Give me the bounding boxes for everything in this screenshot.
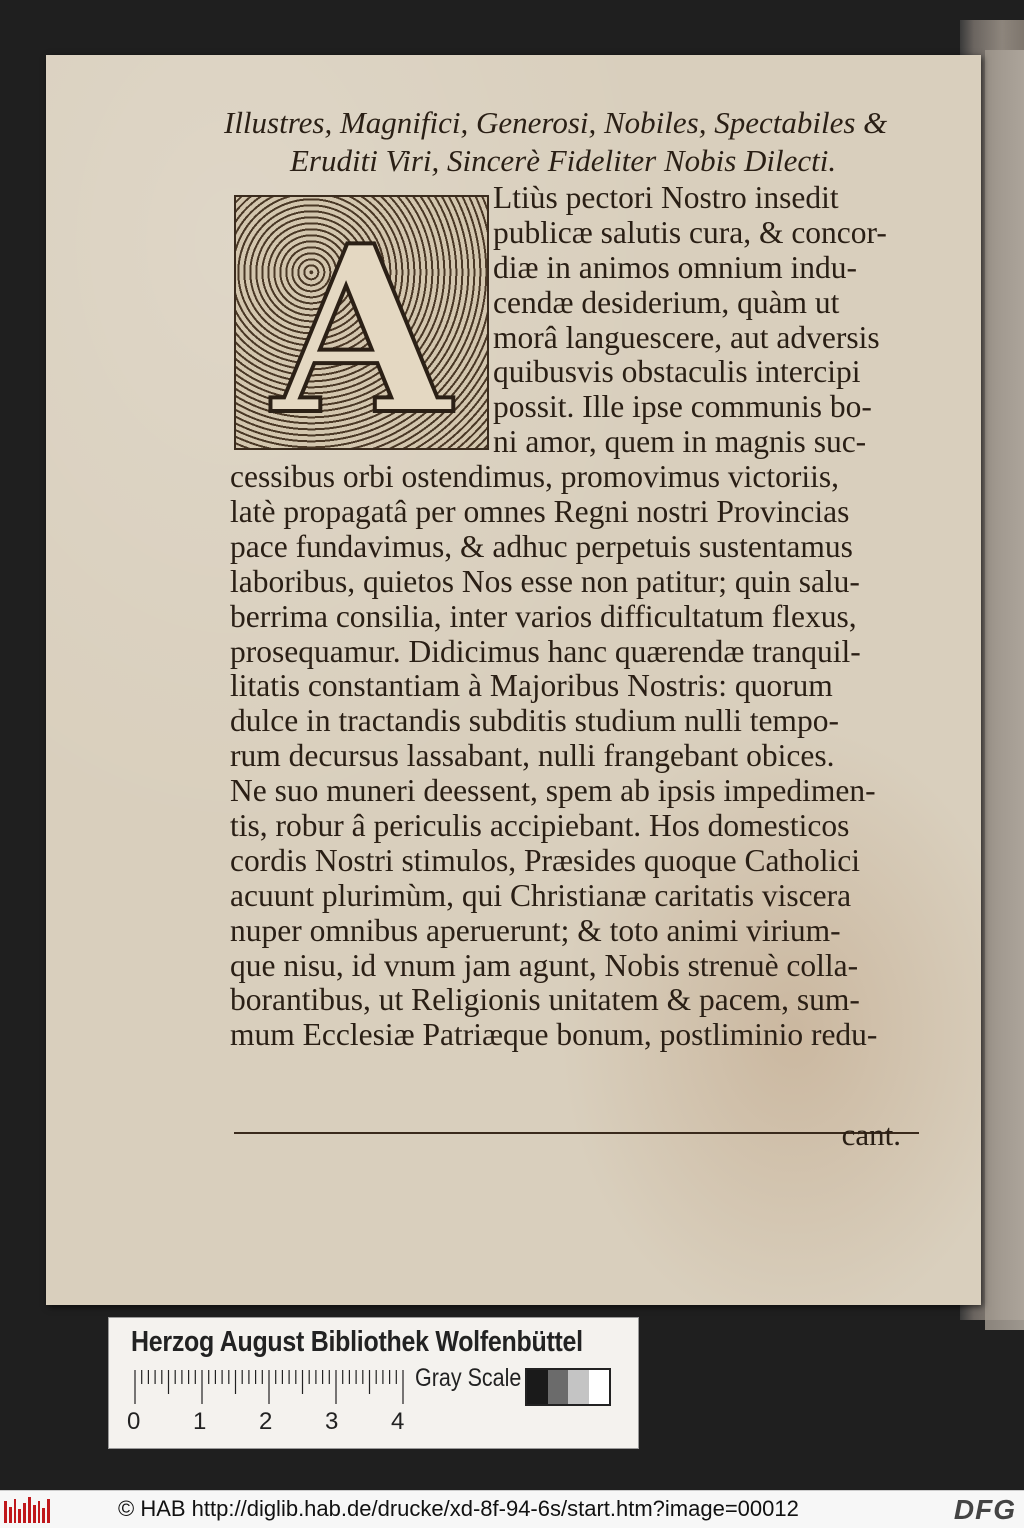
text-line: laboribus, quietos Nos esse non patitur; quin salu- — [230, 563, 860, 599]
footer-bar — [0, 1490, 1024, 1528]
text-line: borantibus, ut Religionis unitatem & pacem, sum- — [230, 982, 860, 1018]
gray-swatch — [589, 1370, 610, 1404]
ruler-number: 0 — [127, 1408, 141, 1435]
gray-swatch — [548, 1370, 569, 1404]
gray-scale-label: Gray Scale — [415, 1364, 522, 1392]
logo-bar — [42, 1508, 45, 1523]
text-line: tis, robur â periculis accipiebant. Hos domesticos — [230, 808, 850, 844]
logo-bar — [38, 1501, 41, 1523]
adjacent-page-strip — [985, 50, 1024, 1330]
initial-letter: A — [272, 195, 451, 466]
logo-bar — [4, 1501, 7, 1523]
text-line: quibusvis obstaculis intercipi — [493, 354, 861, 390]
logo-bar — [23, 1503, 26, 1523]
text-line: que nisu, id vnum jam agunt, Nobis strenuè colla- — [230, 947, 859, 983]
gray-swatch — [527, 1370, 548, 1404]
text-line: Ltiùs pectori Nostro insedit — [493, 180, 839, 215]
text-line: publicæ salutis cura, & concor- — [493, 214, 887, 250]
ruler-numbers — [127, 1408, 427, 1438]
text-line: berrima consilia, inter varios difficultatum flexus, — [230, 598, 857, 634]
header-line-1: Illustres, Magnifici, Generosi, Nobiles, Spectabiles & — [224, 105, 888, 140]
logo-bar — [47, 1499, 50, 1523]
ruler-number: 4 — [391, 1408, 405, 1435]
library-title: Herzog August Bibliothek Wolfenbüttel — [131, 1326, 583, 1358]
text-line: cessibus orbi ostendimus, promovimus victoriis, — [230, 459, 839, 495]
gray-swatch — [568, 1370, 589, 1404]
text-line: morâ languescere, aut adversis — [493, 319, 880, 355]
text-line: nuper omnibus aperuerunt; & toto animi virium- — [230, 912, 841, 948]
hab-logo-icon — [4, 1497, 50, 1523]
ruler-number: 2 — [259, 1408, 273, 1435]
header-line-2: Eruditi Viri, Sincerè Fideliter Nobis Dilecti. — [290, 143, 837, 178]
text-line: mum Ecclesiæ Patriæque bonum, postliminio redu- — [230, 1017, 878, 1053]
text-line: acuunt plurimùm, qui Christianæ caritatis viscera — [230, 877, 852, 913]
text-line: Ne suo muneri deessent, spem ab ipsis impedimen- — [230, 773, 876, 809]
text-line: rum decursus lassabant, nulli frangebant obices. — [230, 738, 835, 774]
footer-copyright-link[interactable]: © HAB http://diglib.hab.de/drucke/xd-8f-94-6s/start.htm?image=00012 — [118, 1496, 799, 1521]
text-line: latè propagatâ per omnes Regni nostri Provincias — [230, 494, 850, 530]
ruler-number: 3 — [325, 1408, 339, 1435]
logo-bar — [14, 1499, 17, 1523]
text-line: possit. Ille ipse communis bo- — [493, 389, 872, 425]
logo-bar — [33, 1505, 36, 1523]
gray-scale-swatches — [525, 1368, 611, 1406]
logo-bar — [9, 1507, 12, 1523]
book-page — [46, 55, 981, 1305]
body-text — [230, 181, 930, 1053]
ruler-number: 1 — [193, 1408, 207, 1435]
text-line: cendæ desiderium, quàm ut — [493, 284, 840, 320]
color-chart-card — [108, 1317, 639, 1449]
text-underline — [234, 1132, 919, 1134]
text-line: cordis Nostri stimulos, Præsides quoque Catholici — [230, 842, 860, 878]
text-line: dulce in tractandis subditis studium nulli tempo- — [230, 703, 839, 739]
dfg-logo: DFG — [953, 1494, 1016, 1525]
catchword: cant. — [841, 1117, 901, 1152]
text-line: prosequamur. Didicimus hanc quærendæ tranquil- — [230, 633, 861, 669]
ruler-scale — [131, 1370, 411, 1404]
text-line: litatis constantiam à Majoribus Nostris: quorum — [230, 668, 833, 704]
text-line: diæ in animos omnium indu- — [493, 249, 858, 285]
text-line: ni amor, quem in magnis suc- — [493, 424, 867, 460]
text-line: pace fundavimus, & adhuc perpetuis sustentamus — [230, 528, 853, 564]
logo-bar — [18, 1509, 21, 1523]
logo-bar — [28, 1497, 31, 1523]
